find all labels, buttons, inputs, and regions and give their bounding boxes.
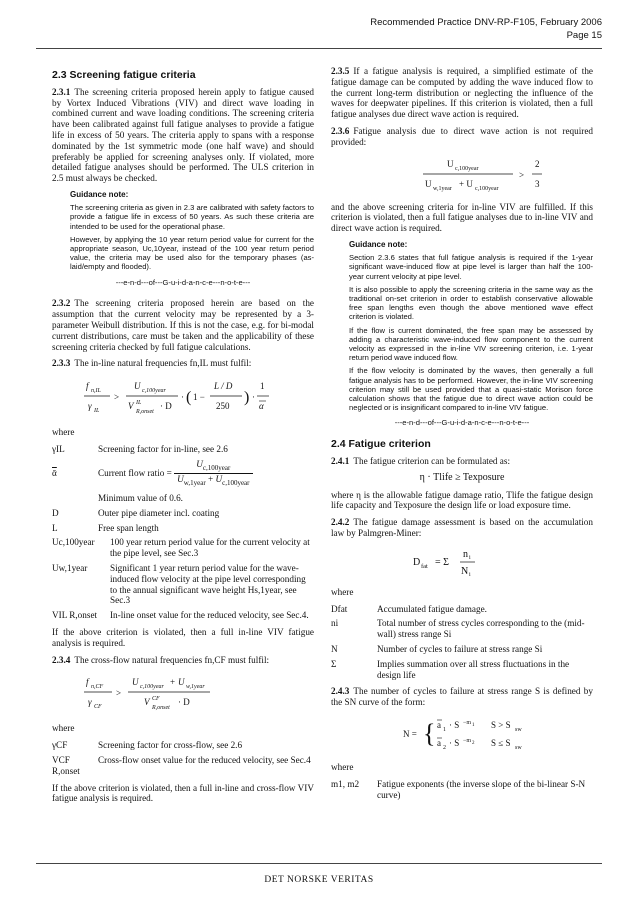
svg-text:N: N: [461, 565, 469, 577]
svg-text:· D: · D: [160, 401, 172, 412]
definition-row: [52, 537, 314, 559]
guidance-title: Guidance note:: [70, 189, 129, 199]
definition-row: [52, 610, 314, 621]
svg-text:IL: IL: [94, 408, 100, 415]
def-description: Cross-flow onset value for the reduced velocity, see Sec.4: [98, 754, 311, 765]
guidance-title: Guidance note:: [349, 239, 408, 249]
svg-text:sw: sw: [515, 726, 522, 733]
svg-text:U: U: [134, 381, 141, 392]
def-symbol: γIL: [52, 443, 65, 454]
footer-publisher: DET NORSKE VERITAS: [264, 875, 374, 885]
para-2-3-6: 2.3.6 Fatigue analysis due to direct wave action is not required provided:: [331, 125, 593, 147]
svg-text:i: i: [469, 571, 471, 578]
svg-text:>: >: [519, 169, 525, 180]
para-2-3-2: 2.3.2 The screening criteria proposed herein are based on the assumption that the current velocity may be represented by a 3-parameter Weibull distribution. If this is not the case, e.g. for bi-modal current distributions, care must be taken and the applicability of these screening criteria checked by full fatigue calculations.: [52, 298, 314, 352]
def-description: Current flow ratio =: [98, 468, 172, 478]
current-flow-ratio-fraction: $\frac{U_{c,100year}}{U_{w,1year} + U_{c,100year}}$: [174, 459, 252, 489]
svg-text:1: 1: [260, 381, 265, 392]
para-crossflow-violated: If the above criterion is violated, then a full in-line and cross-flow VIV fatigue analysis is required.: [52, 782, 314, 804]
def-symbol: [52, 493, 98, 504]
svg-text:): ): [244, 389, 250, 407]
definition-list-3: [331, 604, 593, 681]
sn-curve-formula: [401, 714, 561, 754]
svg-text:{: {: [423, 718, 436, 748]
def-symbol: $\overline{ᾱ}$: [52, 468, 57, 479]
definition-row: [52, 459, 314, 489]
svg-text:D: D: [413, 556, 421, 568]
para-2-4-2: 2.4.2 The fatigue damage assessment is based on the accumulation law by Palmgren-Miner:: [331, 517, 593, 538]
svg-text:c,100year: c,100year: [455, 165, 479, 172]
svg-text:U: U: [178, 677, 185, 688]
svg-text:>: >: [116, 688, 122, 699]
equation-crossflow-frequency: [82, 671, 314, 715]
svg-text:U: U: [132, 677, 139, 688]
svg-text:V: V: [128, 401, 134, 412]
def-symbol: Σ: [331, 658, 337, 669]
svg-text:1 −: 1 −: [193, 392, 205, 403]
def-symbol: D: [52, 507, 59, 518]
definition-row: [52, 755, 314, 777]
svg-text:R,onset: R,onset: [152, 705, 170, 712]
svg-text:f: f: [86, 381, 89, 392]
para-inline-violated: If the above criterion is violated, then a full in-line VIV fatigue analysis is required.: [52, 626, 314, 648]
def-description: Outer pipe diameter incl. coating: [98, 507, 220, 518]
guidance-text: If the flow velocity is dominated by the waves, then generally a full fatigue analysis has to be performed. However, the in-line VIV screening criterion may still be used provided that a quasi-static Morison force calculation shows that the fatigue due to direct wave action could be neglected or is insignificant compared to in-line VIV fatigue.: [349, 366, 593, 413]
svg-text:−m: −m: [463, 737, 472, 744]
para-2-3-3: 2.3.3 The in-line natural frequencies fn,IL must fulfil:: [52, 358, 252, 369]
svg-text:S > S: S > S: [491, 719, 511, 730]
palmgren-miner-formula: [411, 545, 531, 579]
svg-text:· S: · S: [449, 737, 460, 748]
svg-text:+ U: + U: [459, 178, 473, 189]
svg-text:c,100year: c,100year: [140, 684, 164, 691]
definition-row: [331, 618, 593, 640]
svg-text:γ: γ: [88, 401, 92, 412]
inline-frequency-formula: [82, 375, 302, 419]
def-description: Minimum value of 0.6.: [98, 493, 183, 504]
svg-text:f: f: [86, 677, 89, 688]
def-description: Total number of stress cycles corresponding to the (mid-wall) stress range Si: [377, 618, 585, 640]
svg-text:1: 1: [472, 722, 475, 728]
def-symbol: VIL R,onset: [52, 610, 98, 621]
guidance-end-marker: ---e-n-d---of---G-u-i-d-a-n-c-e---n-o-t-e---: [115, 277, 251, 287]
svg-text:·: ·: [252, 392, 255, 403]
def-description: In-line onset value for the reduced velocity, see Sec.4.: [110, 610, 309, 621]
where-label: where: [52, 427, 75, 438]
page-header: [370, 16, 602, 42]
guidance-text: The screening criteria as given in 2.3 are calibrated with safety factors to provide a fatigue life in excess of 50 years. As such these criteria are intended to be used for the operational phase.: [70, 203, 314, 231]
section-2-4-heading: 2.4 Fatigue criterion: [331, 438, 431, 451]
definition-row: [331, 659, 593, 681]
svg-text:= Σ: = Σ: [435, 556, 449, 568]
def-description: Screening factor for in-line, see 2.6: [98, 443, 228, 454]
svg-text:L / D: L / D: [214, 381, 233, 392]
svg-text:>: >: [114, 392, 120, 403]
para-2-3-5: 2.3.5 If a fatigue analysis is required, a simplified estimate of the fatigue damage can be computed by adding the wave induced flow to the current long-term distribution or neglecting the influence of the waves for deepwater pipelines. If this criterion is violated, then a full fatigue analyses due direct wave action is required.: [331, 66, 593, 120]
guidance-note-1: [70, 190, 314, 272]
equation-inline-frequency: [82, 375, 314, 419]
svg-text:3: 3: [535, 178, 540, 189]
svg-text:γ: γ: [88, 697, 92, 708]
crossflow-frequency-formula: [82, 671, 282, 715]
definition-row: [52, 740, 314, 751]
def-description: Accumulated fatigue damage.: [377, 603, 487, 614]
svg-text:R,onset: R,onset: [136, 409, 154, 416]
header-rule: [36, 48, 602, 49]
svg-text:U: U: [425, 178, 432, 189]
svg-text:i: i: [469, 554, 471, 561]
where-label: where: [52, 723, 75, 734]
guidance-text: However, by applying the 10 year return period value for current for the appropriate season, Uc,10year, instead of the 100 year return period value, the criteria may be used also for the temporary phases (as-laid/empty and flooded).: [70, 234, 314, 272]
svg-text:a: a: [437, 719, 441, 730]
guidance-end-marker: ---e-n-d---of---G-u-i-d-a-n-c-e---n-o-t-e---: [394, 418, 530, 428]
svg-text:N =: N =: [403, 728, 417, 739]
svg-text:sw: sw: [515, 744, 522, 751]
header-page-number: Page 15: [566, 30, 602, 41]
svg-text:(: (: [186, 389, 192, 407]
para-2-3-1: 2.3.1 The screening criteria proposed herein apply to fatigue caused by Vortex Induced Vibrations (VIV) and direct wave loading in combined current and wave loading conditions. The screening criteria have been calibrated against full fatigue analyses to provide a fatigue life in excess of 50 years. The criteria apply to spans with a response dominated by the 1st symmetric mode (one half wave) and should preferably be applied for screening analyses only. If violated, more detailed fatigue analyses should be performed. The ULS criterion in 2.5 must always be checked.: [52, 86, 314, 184]
svg-text:·: ·: [181, 392, 184, 403]
guidance-text: Section 2.3.6 states that full fatigue analysis is required if the 1-year significant wave-induced flow at pipe level is larger than half the 100-year current velocity at pipe level.: [349, 253, 593, 281]
definition-row: [331, 644, 593, 655]
section-2-3-heading: 2.3 Screening fatigue criteria: [52, 69, 196, 81]
def-symbol: Uc,100year: [52, 537, 95, 548]
definition-row: [52, 523, 314, 534]
para-2-3-4: 2.3.4 The cross-flow natural frequencies fn,CF must fulfil:: [52, 654, 270, 665]
equation-palmgren-miner: [411, 545, 593, 579]
def-symbol: Dfat: [331, 603, 348, 614]
definition-row: [52, 493, 314, 504]
def-description: Screening factor for cross-flow, see 2.6: [98, 740, 243, 751]
svg-text:1: 1: [443, 726, 446, 733]
def-symbol: N: [331, 643, 338, 654]
definition-list-1: [52, 444, 314, 621]
svg-text:· S: · S: [449, 719, 460, 730]
def-description: Implies summation over all stress fluctuations in the design life: [377, 658, 570, 680]
svg-text:U: U: [447, 158, 454, 169]
def-description: Significant 1 year return period value for the wave-induced flow velocity at the pipe level corresponding to the annual significant wave height Hs,1year, see Sec.3: [110, 563, 306, 606]
svg-text:α: α: [259, 401, 264, 412]
svg-text:c,100year: c,100year: [475, 185, 499, 192]
wave-action-formula: [421, 154, 571, 194]
equation-fatigue-criterion: η · Tlife ≥ Texposure: [419, 471, 505, 483]
def-symbol: ni: [331, 618, 339, 629]
para-2-4-1-after: where η is the allowable fatigue damage ratio, Tlife the fatigue design life capacity and Texposure the design life or load exposure time.: [331, 489, 593, 511]
svg-text:IL: IL: [136, 400, 142, 407]
para-2-4-3: 2.4.3 The number of cycles to failure at stress range S is defined by the SN curve of the form:: [331, 686, 593, 708]
svg-text:· D: · D: [178, 697, 190, 708]
equation-sn-curve: [401, 714, 593, 754]
svg-text:n,CF: n,CF: [91, 684, 104, 691]
definition-list-2: [52, 740, 314, 776]
def-description: Number of cycles to failure at stress range Si: [377, 643, 543, 654]
where-label: where: [331, 761, 354, 772]
def-symbol: m1, m2: [331, 778, 360, 789]
svg-text:n,IL: n,IL: [91, 388, 101, 395]
svg-text:n: n: [463, 548, 468, 560]
guidance-text: It is also possible to apply the screening criteria in the same way as the traditional on-set criterion in order to establish conservative allowable free span lengths even though the above mentioned wave effect criterion is violated.: [349, 284, 593, 322]
para-2-3-6-after: and the above screening criteria for in-line VIV are fulfilled. If this criterion is violated, then a full fatigue analyses due to in-line VIV and direct wave action is required.: [331, 201, 593, 234]
right-column: [331, 66, 593, 806]
svg-text:2: 2: [443, 744, 446, 751]
guidance-note-2: [349, 240, 593, 412]
svg-text:w,1year: w,1year: [433, 185, 452, 192]
svg-text:+: +: [170, 677, 176, 688]
where-label: where: [331, 586, 354, 597]
def-description: Free span length: [98, 522, 159, 533]
svg-text:250: 250: [216, 401, 230, 412]
svg-text:S ≤ S: S ≤ S: [491, 737, 511, 748]
header-doc-title: Recommended Practice DNV-RP-F105, February 2006: [370, 17, 602, 28]
def-symbol: L: [52, 522, 58, 533]
definition-row: [52, 508, 314, 519]
footer-rule: [36, 863, 602, 864]
def-description: Fatigue exponents (the inverse slope of the bi-linear S-N curve): [377, 778, 586, 800]
definition-row: [331, 604, 593, 615]
def-symbol: γCF: [52, 740, 68, 751]
left-column: [52, 66, 314, 810]
svg-text:CF: CF: [152, 696, 160, 703]
svg-text:2: 2: [535, 158, 540, 169]
definition-list-4: [331, 779, 593, 801]
para-2-4-1: 2.4.1 The fatigue criterion can be formulated as:: [331, 456, 511, 467]
equation-wave-action: [421, 154, 593, 194]
svg-text:CF: CF: [94, 704, 102, 711]
def-symbol: VCF R,onset: [52, 754, 80, 776]
def-symbol: Uw,1year: [52, 563, 88, 573]
def-description: 100 year return period value for the current velocity at the pipe level, see Sec.3: [110, 537, 310, 559]
svg-text:c,100year: c,100year: [142, 388, 166, 395]
svg-text:−m: −m: [463, 719, 472, 726]
definition-row: [331, 779, 593, 801]
svg-text:a: a: [437, 737, 441, 748]
svg-text:V: V: [144, 697, 150, 708]
svg-text:2: 2: [472, 740, 475, 746]
svg-text:w,1year: w,1year: [186, 684, 205, 691]
definition-row: [52, 444, 314, 455]
guidance-text: If the flow is current dominated, the free span may be assessed by adding a characteristic wave-induced flow component to the current velocity as expressed in the in-line VIV screening criterion, i.e. 1-year return period wave induced flow.: [349, 325, 593, 363]
definition-row: [52, 563, 314, 606]
svg-text:fat: fat: [421, 562, 428, 570]
